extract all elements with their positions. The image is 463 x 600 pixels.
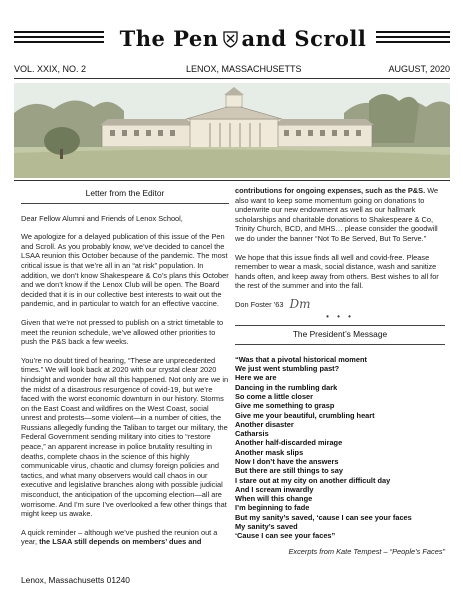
issue-date: AUGUST, 2020: [388, 64, 450, 74]
editor-letter-column: [21, 186, 229, 556]
editor-signoff: Don Foster ’63: [235, 299, 284, 309]
presidents-message-heading: The President’s Message: [235, 325, 445, 345]
poem-line: When will this change: [235, 494, 313, 504]
poem-line: Dancing in the rumbling dark: [235, 382, 338, 392]
crest-shield-icon: [223, 31, 238, 48]
letter-continued: contributions for ongoing expenses, such as the P&S. We also want to keep some momentum going on donations to underwrite our new endowment as well as our hallmark scholarships and charitable donations to Shakespeare & Co, Trinity Church, BCD, and MHS… please consider the goodwill we do under the banner “Not To Be Served, But To Serve.”: [235, 186, 439, 243]
poem-line: So come a little closer: [235, 391, 314, 401]
footer-address: Lenox, Massachusetts 01240: [21, 575, 130, 585]
closing-paragraph: We hope that this issue finds all well and covid-free. Please remember to wear a mask, social distance, wash and sanitize hands often, and keep away from others. Best wishes to all for the rest of the summer and into the fall.: [235, 252, 439, 291]
poem-line: Another disaster: [235, 419, 294, 429]
dateline-location: LENOX, MASSACHUSETTS: [186, 64, 302, 74]
poem-line: And I scream inwardly: [235, 484, 314, 494]
dateline-rule: [14, 78, 450, 79]
photo-rule: [14, 180, 450, 181]
poem-line: Another half-discarded mirage: [235, 438, 343, 448]
dues-reminder: A quick reminder – although we’ve pushed the reunion out a year, the LSAA still depends on members’ dues and: [21, 527, 218, 547]
signature-block: [235, 296, 445, 311]
letter-paragraph: We apologize for a delayed publication of this issue of the Pen and Scroll. As you probably know, we’ve decided to cancel the LSAA reunion this October because of the pandemic. The most critical issue is that we’re all in an “at risk” population. In addition, we don’t know Shakespeare & Co’s plans this October and we don’t know if the Lenox Club will be open. The Board decided that it is in our collective best interests to wait out the pandemic, and in particular to watch for an effective vaccine.: [21, 232, 229, 309]
campus-photo: [14, 83, 450, 178]
salutation: Dear Fellow Alumni and Friends of Lenox School,: [21, 213, 183, 223]
handwritten-signature: Dm: [289, 296, 311, 311]
poem-line: My sanity’s saved: [235, 522, 298, 532]
poem-line: But my sanity’s saved, ‘cause I can see your faces: [235, 512, 412, 522]
masthead: [14, 22, 450, 58]
right-column: [235, 186, 445, 556]
poem-line: Give me your beautiful, crumbling heart: [235, 410, 375, 420]
dateline: [14, 64, 450, 78]
poem-line: Now I don’t have the answers: [235, 456, 339, 466]
poem-line: I stare out at my city on another difficult day: [235, 475, 391, 485]
editor-letter-heading: Letter from the Editor: [21, 186, 229, 204]
poem-line: We just went stumbling past?: [235, 364, 340, 374]
section-separator: • • •: [326, 311, 354, 321]
poem-line: ‘Cause I can see your faces”: [235, 531, 336, 541]
poem-line: I’m beginning to fade: [235, 503, 310, 513]
letter-paragraph: Given that we’re not pressed to publish on a strict timetable to meet the reunion schedule, we’ve allowed other priorities to push the P&S back a few weeks.: [21, 317, 224, 347]
letter-paragraph: You’re no doubt tired of hearing, “These are unprecedented times.” We will look back at 2020 with our crystal clear 2020 hindsight and wonder how all this happened. Not only are we in the midst of a disastrous resurgence of covid-19, but we’re faced with the worst economic downturn in our history. Storms on the East Coast and wildfires on the West Coast, social unrest and protests—some violent—in a number of cities, the Russians allegedly funding the Taliban to target our military, the Federal Government sending military into cities to “restore peace,” an apparent increase in police brutality resulting in deaths, complete chaos in the science of this highly communicable virus, chaotic and clumsy foreign policies and tactics, and what many observers would call chaos in our executive and legislative branches along with possible judicial misconduct, the anticipation of the upcoming election—all are worrisome. And I’m sure I’ve overlooked a few other things that might keep us awake.: [21, 355, 229, 519]
poem-attribution: Excerpts from Kate Tempest – “People’s Faces”: [288, 546, 445, 556]
poem-line: Catharsis: [235, 429, 269, 439]
poem-line: But there are still things to say: [235, 466, 344, 476]
poem-line: Give me something to grasp: [235, 401, 335, 411]
newsletter-title: The Pen and Scroll: [119, 26, 367, 51]
poem-line: “Was that a pivotal historical moment: [235, 354, 367, 364]
poem-line: Here we are: [235, 373, 277, 383]
poem-line: Another mask slips: [235, 447, 304, 457]
volume-number: VOL. XXIX, NO. 2: [14, 64, 87, 74]
